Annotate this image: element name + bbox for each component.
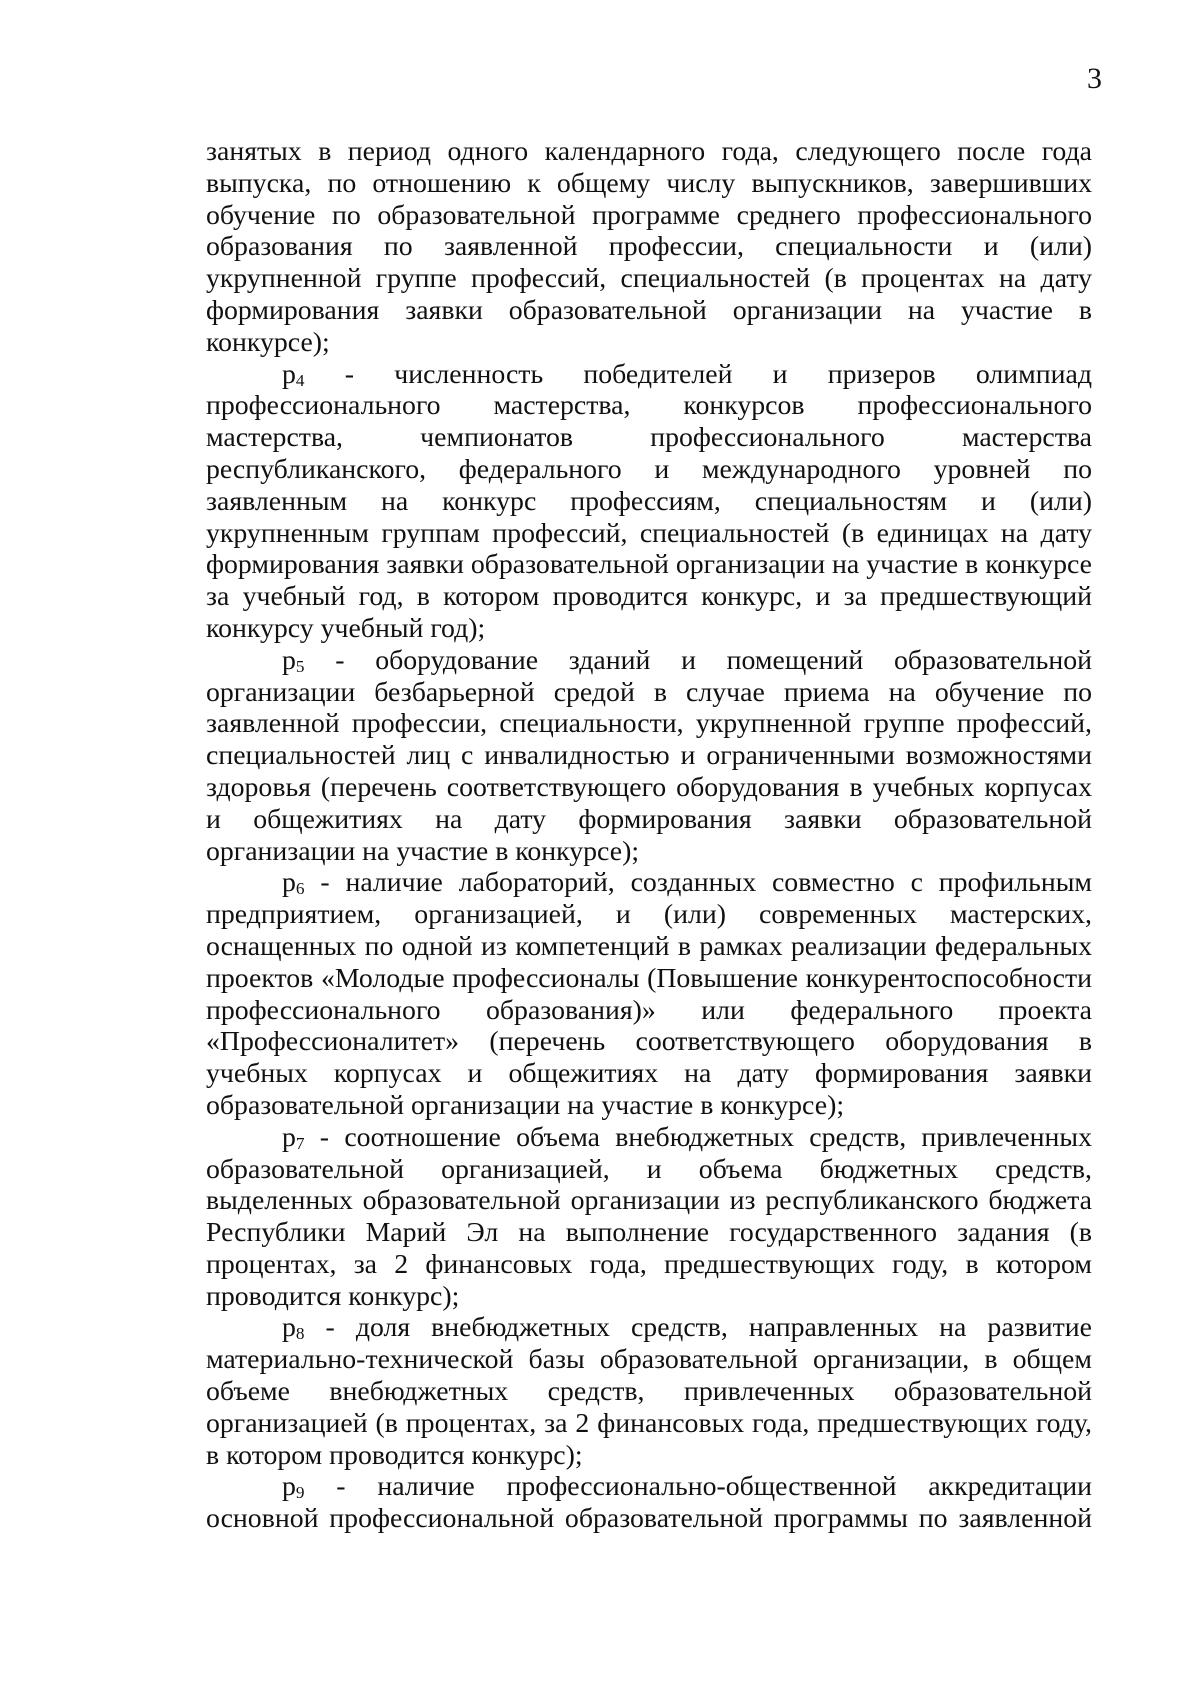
indicator-subscript: 9 [295,1483,305,1503]
indicator-symbol: p [282,867,296,899]
page-number: 3 [1087,62,1102,95]
indicator-symbol: p [282,1121,296,1153]
indicator-subscript: 6 [295,879,305,899]
paragraph-text: занятых в период одного календарного года, следующего после года выпуска, по отношению к общему числу выпускников, завершивших обучение по образовательной программе среднего профессионального образования по заявленной профессии, специальности и (или) укрупненной группе профессий, специальностей (в процентах на дату формирования заявки образовательной организации на участие в конкурсе); [206,136,1092,358]
paragraph-text: - наличие лабораторий, созданных совместно с профильным предприятием, организацией, и (или) современных мастерских, оснащенных по одной из компетенций в рамках реализации федеральных проектов «Молодые профессионалы (Повышение конкурентоспособности профессионального образования)» или федерального проекта «Профессионалитет» (перечень соответствующего оборудования в учебных корпусах и общежитиях на дату формирования заявки образовательной организации на участие в конкурсе); [206,867,1092,1121]
paragraph-text: - соотношение объема внебюджетных средств, привлеченных образовательной организацией, и объема бюджетных средств, выделенных образовательной организации из республиканского бюджета Республики Марий Эл на выполнение государственного задания (в процентах, за 2 финансовых года, предшествующих году, в котором проводится конкурс); [206,1121,1092,1312]
paragraph-text: - оборудование зданий и помещений образовательной организации безбарьерной средой в случае приема на обучение по заявленной профессии, специальности, укрупненной группе профессий, специальностей лиц с инвалидностью и ограниченными возможностями здоровья (перечень соответствующего оборудования в учебных корпусах и общежитиях на дату формирования заявки образовательной организации на участие в конкурсе); [206,644,1092,867]
indicator-symbol: p [282,1471,296,1503]
indicator-subscript: 7 [295,1133,305,1153]
paragraph-p3-continuation [206,136,1092,359]
paragraph-p8 [206,1312,1092,1471]
paragraph-text: - доля внебюджетных средств, направленных на развитие материально-технической базы образовательной организации, в общем объеме внебюджетных средств, привлеченных образовательной организацией (в процентах, за 2 финансовых года, предшествующих году, в котором проводится конкурс); [206,1312,1092,1471]
indicator-subscript: 5 [295,656,305,676]
document-body [206,136,1092,1535]
paragraph-p5 [206,645,1092,868]
paragraph-p7 [206,1122,1092,1313]
paragraph-p9 [206,1471,1092,1535]
indicator-symbol: p [282,644,296,676]
paragraph-p6 [206,867,1092,1121]
indicator-symbol: p [282,1312,296,1344]
paragraph-p4 [206,359,1092,645]
paragraph-text: - наличие профессионально-общественной аккредитации основной профессиональной образовательной программы по заявленной [206,1471,1092,1535]
indicator-subscript: 4 [295,370,305,390]
indicator-subscript: 8 [295,1324,305,1344]
indicator-symbol: p [282,358,296,390]
paragraph-text: - численность победителей и призеров олимпиад профессионального мастерства, конкурсов профессионального мастерства, чемпионатов профессионального мастерства республиканского, федерального и международного уровней по заявленным на конкурс профессиям, специальностям и (или) укрупненным группам профессий, специальностей (в единицах на дату формирования заявки образовательной организации на участие в конкурсе за учебный год, в котором проводится конкурс, и за предшествующий конкурсу учебный год); [206,358,1092,644]
